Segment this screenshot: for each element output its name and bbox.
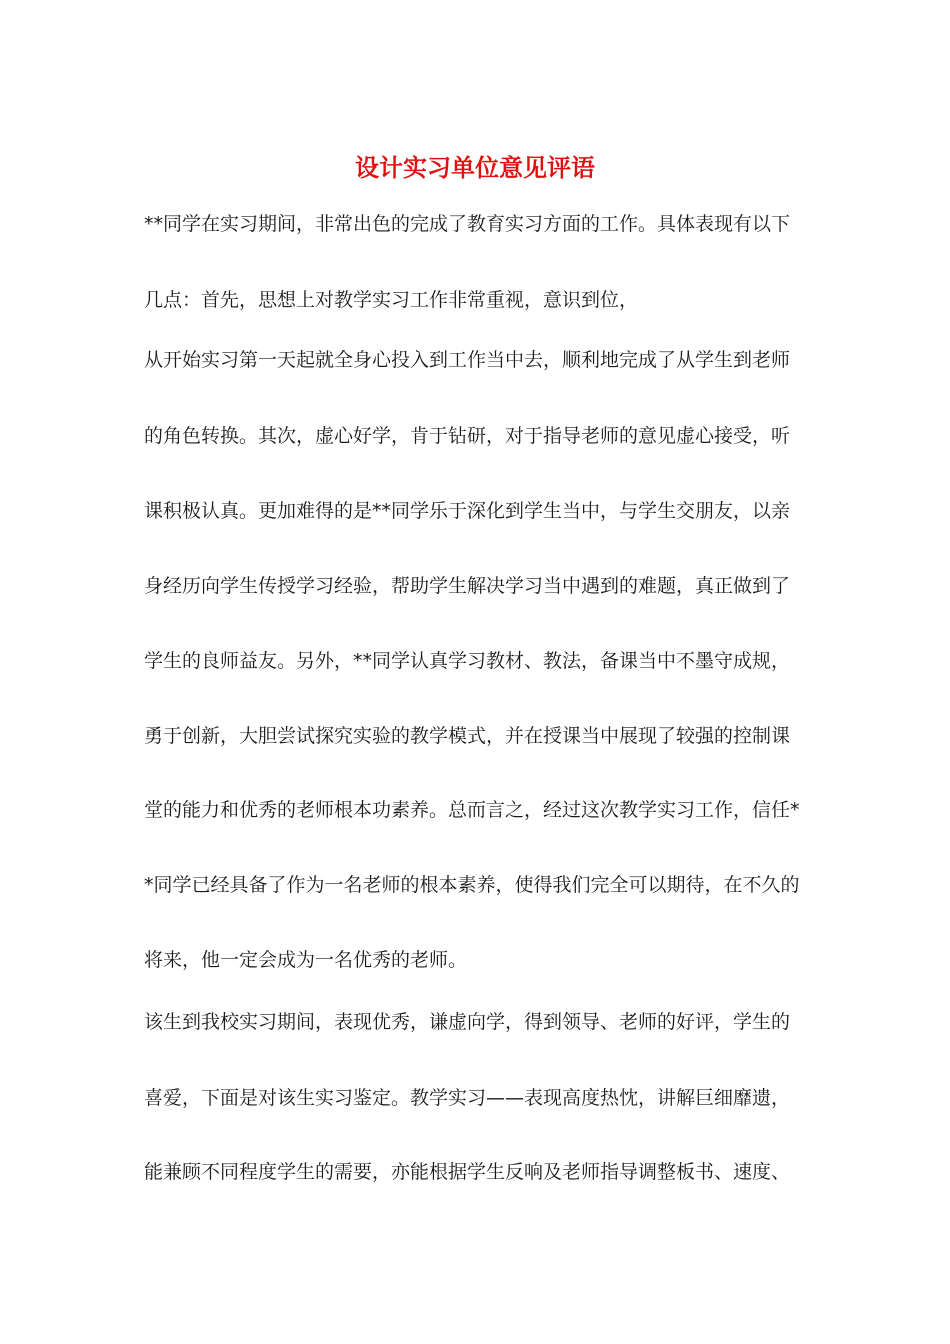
paragraph-line: 该生到我校实习期间，表现优秀，谦虚向学，得到领导、老师的好评，学生的 bbox=[144, 1011, 791, 1033]
paragraph-line: **同学在实习期间，非常出色的完成了教育实习方面的工作。具体表现有以下 bbox=[144, 213, 791, 235]
paragraph-line: 喜爱，下面是对该生实习鉴定。教学实习——表现高度热忱，讲解巨细靡遗， bbox=[144, 1087, 791, 1109]
paragraph-line: *同学已经具备了作为一名老师的根本素养，使得我们完全可以期待，在不久的 bbox=[144, 874, 800, 896]
paragraph-line: 从开始实习第一天起就全身心投入到工作当中去，顺利地完成了从学生到老师 bbox=[144, 349, 791, 371]
paragraph-line: 能兼顾不同程度学生的需要，亦能根据学生反响及老师指导调整板书、速度、 bbox=[144, 1161, 791, 1183]
paragraph-line: 将来，他一定会成为一名优秀的老师。 bbox=[144, 949, 468, 971]
document-title: 设计实习单位意见评语 bbox=[355, 153, 595, 182]
paragraph-line: 学生的良师益友。另外，**同学认真学习教材、教法，备课当中不墨守成规， bbox=[144, 650, 791, 672]
paragraph-line: 堂的能力和优秀的老师根本功素养。总而言之，经过这次教学实习工作，信任* bbox=[144, 799, 800, 821]
paragraph-line: 的角色转换。其次，虚心好学，肯于钻研，对于指导老师的意见虚心接受，听 bbox=[144, 425, 791, 447]
paragraph-line: 勇于创新，大胆尝试探究实验的教学模式，并在授课当中展现了较强的控制课 bbox=[144, 725, 791, 747]
paragraph-line: 几点：首先，思想上对教学实习工作非常重视，意识到位， bbox=[144, 289, 639, 311]
paragraph-line: 身经历向学生传授学习经验，帮助学生解决学习当中遇到的难题，真正做到了 bbox=[144, 575, 791, 597]
paragraph-line: 课积极认真。更加难得的是**同学乐于深化到学生当中，与学生交朋友，以亲 bbox=[144, 500, 791, 522]
